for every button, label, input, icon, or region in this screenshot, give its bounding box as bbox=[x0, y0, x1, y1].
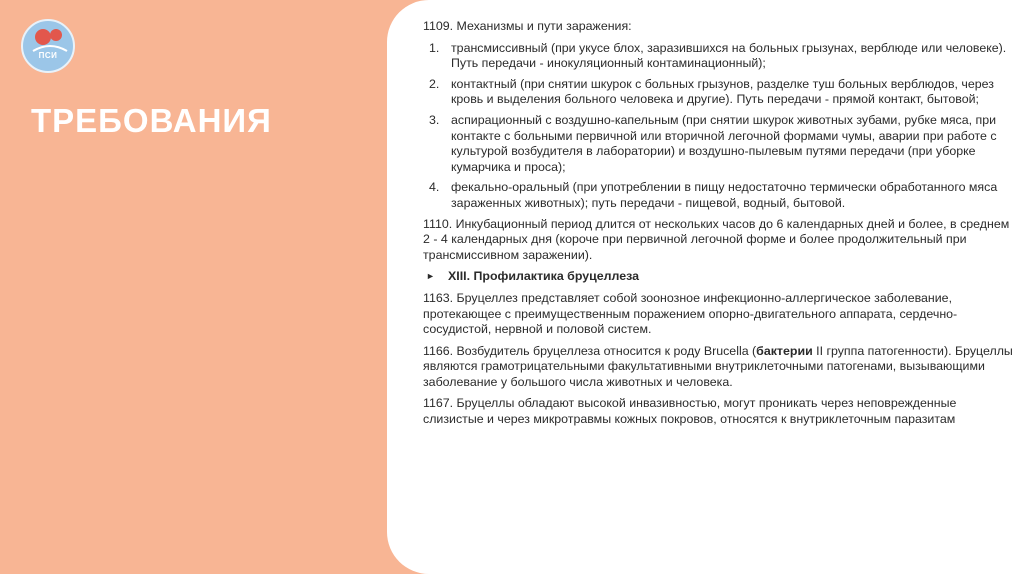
list-number: 2. bbox=[429, 76, 440, 91]
list-item bbox=[423, 41, 1013, 72]
paragraph-1166 bbox=[423, 344, 1013, 391]
content-text bbox=[423, 19, 1013, 434]
logo-emblem-icon bbox=[23, 21, 75, 73]
paragraph-1166-part-a: 1166. Возбудитель бруцеллеза относится к роду Brucella ( bbox=[423, 343, 757, 358]
paragraph-1167: 1167. Бруцеллы обладают высокой инвазивностью, могут проникать через неповрежденные слизистые и через микротравмы кожных покровов, относятся к внутриклеточным паразитам bbox=[423, 396, 957, 427]
paragraph-1163: 1163. Бруцеллез представляет собой зоонозное инфекционно-аллергическое заболевание, протекающее с преимущественным поражением опорно-двигательного аппарата, сердечно-сосудистой, нервной и половой систем. bbox=[423, 290, 958, 337]
list-item bbox=[423, 77, 1013, 108]
paragraph-1166-part-b: II группа патогенности). Бруцеллы являются грамотрицательными факультативными внутриклеточными патогенами, вызывающими заболевание у большого числа животных и человека. bbox=[423, 343, 1013, 389]
list-text: фекально-оральный (при употреблении в пищу недостаточно термически обработанного мяса зараженных животных); путь передачи - пищевой, водный, бытовой. bbox=[451, 180, 998, 210]
list-text: аспирационный с воздушно-капельным (при снятии шкурок животных зубами, рубке мяса, при контакте с больными первичной или вторичной легочной формами чумы, аварии при работе с культурой возбудителя в лаборатории) и воздушно-пылевым путями передачи (при уборке кумарчика и проса); bbox=[451, 112, 997, 174]
list-item bbox=[423, 180, 1013, 211]
paragraph-1166-bold: бактерии bbox=[756, 343, 813, 358]
list-number: 4. bbox=[429, 180, 440, 195]
section-title: XIII. Профилактика бруцеллеза bbox=[448, 269, 639, 284]
logo bbox=[21, 19, 75, 73]
logo-text: ПСИ bbox=[38, 51, 58, 60]
heading-1109: 1109. Механизмы и пути заражения: bbox=[423, 19, 632, 33]
list-text: трансмиссивный (при укусе блох, заразившихся на больных грызунах, верблюде или человеке). Путь передачи - инокуляционный контаминационный); bbox=[451, 40, 1007, 71]
list-number: 3. bbox=[429, 112, 440, 127]
list-item bbox=[423, 113, 1013, 175]
slide-title: ТРЕБОВАНИЯ bbox=[31, 102, 272, 139]
section-heading bbox=[423, 269, 1013, 285]
slide-left-panel bbox=[0, 0, 420, 574]
paragraph-1110: 1110. Инкубационный период длится от нескольких часов до 6 календарных дней и более, в среднем 2 - 4 календарных дня (короче при первичной легочной форме и более продолжительный при трансмиссивном заражении). bbox=[423, 216, 1010, 262]
list-number: 1. bbox=[429, 40, 440, 55]
list-text: контактный (при снятии шкурок с больных грызунов, разделке туш больных верблюдов, через кровь и выделения больного человека и другие). Путь передачи - прямой контакт, бытовой; bbox=[451, 76, 994, 107]
arrow-bullet-icon: ► bbox=[426, 271, 435, 282]
